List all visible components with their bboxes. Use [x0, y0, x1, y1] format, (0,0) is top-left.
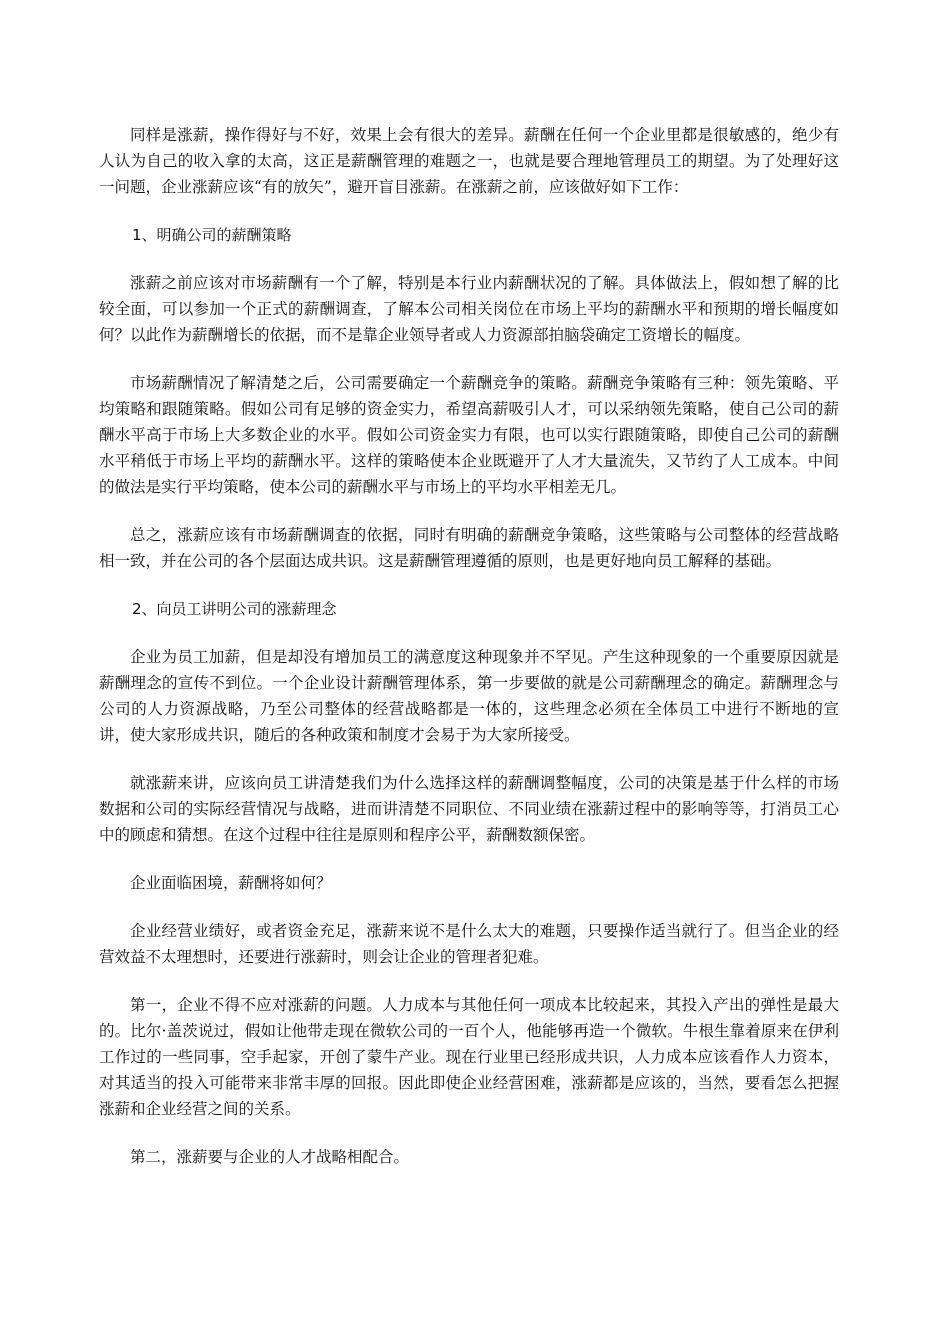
- document-page: [99, 122, 839, 1192]
- paragraph-summary: 总之，涨薪应该有市场薪酬调查的依据，同时有明确的薪酬竞争策略，这些策略与公司整体的经营战略相一致，并在公司的各个层面达成共识。这是薪酬管理遵循的原则，也是更好地向员工解释的基础。: [99, 526, 839, 570]
- paragraph-question: 企业面临困境，薪酬将如何？: [130, 874, 332, 892]
- paragraph-second-point: 第二，涨薪要与企业的人才战略相配合。: [130, 1148, 410, 1166]
- paragraph-market-survey: 涨薪之前应该对市场薪酬有一个了解，特别是本行业内薪酬状况的了解。具体做法上，假如想了解的比较全面，可以参加一个正式的薪酬调查，了解本公司相关岗位在市场上平均的薪酬水平和预期的增长幅度如何？以此作为薪酬增长的依据，而不是靠企业领导者或人力资源部拍脑袋确定工资增长的幅度。: [99, 274, 839, 344]
- paragraph-first-point: 第一，企业不得不应对涨薪的问题。人力成本与其他任何一项成本比较起来，其投入产出的弹性是最大的。比尔·盖茨说过，假如让他带走现在微软公司的一百个人，他能够再造一个微软。牛根生靠着原来在伊利工作过的一些同事，空手起家，开创了蒙牛产业。现在行业里已经形成共识，人力成本应该看作人力资本，对其适当的投入可能带来非常丰厚的回报。因此即使企业经营困难，涨薪都是应该的，当然，要看怎么把握涨薪和企业经营之间的关系。: [99, 996, 839, 1118]
- paragraph-intro: 同样是涨薪，操作得好与不好，效果上会有很大的差异。薪酬在任何一个企业里都是很敏感的，绝少有人认为自己的收入拿的太高，这正是薪酬管理的难题之一，也就是要合理地管理员工的期望。为了处理好这一问题，企业涨薪应该“有的放矢”，避开盲目涨薪。在涨薪之前，应该做好如下工作：: [99, 126, 839, 196]
- paragraph-competition-strategy: 市场薪酬情况了解清楚之后，公司需要确定一个薪酬竞争的策略。薪酬竞争策略有三种：领先策略、平均策略和跟随策略。假如公司有足够的资金实力，希望高薪吸引人才，可以采纳领先策略，使自己公司的薪酬水平高于市场上大多数企业的水平。假如公司资金实力有限，也可以实行跟随策略，即使自己公司的薪酬水平稍低于市场上平均的薪酬水平。这样的策略使本企业既避开了人才大量流失，又节约了人工成本。中间的做法是实行平均策略，使本公司的薪酬水平与市场上的平均水平相差无几。: [99, 374, 839, 496]
- paragraph-philosophy: 企业为员工加薪，但是却没有增加员工的满意度这种现象并不罕见。产生这种现象的一个重要原因就是薪酬理念的宣传不到位。一个企业设计薪酬管理体系，第一步要做的就是公司薪酬理念的确定。薪酬理念与公司的人力资源战略，乃至公司整体的经营战略都是一体的，这些理念必须在全体员工中进行不断地的宣讲，使大家形成共识，随后的各种政策和制度才会易于为大家所接受。: [99, 648, 839, 744]
- paragraph-communication: 就涨薪来讲，应该向员工讲清楚我们为什么选择这样的薪酬调整幅度，公司的决策是基于什么样的市场数据和公司的实际经营情况与战略，进而讲清楚不同职位、不同业绩在涨薪过程中的影响等等，打消员工心中的顾虑和猜想。在这个过程中往往是原则和程序公平，薪酬数额保密。: [99, 774, 839, 844]
- section-heading-1: 1、明确公司的薪酬策略: [132, 226, 292, 244]
- paragraph-difficulty: 企业经营业绩好，或者资金充足，涨薪来说不是什么太大的难题，只要操作适当就行了。但当企业的经营效益不太理想时，还要进行涨薪时，则会让企业的管理者犯难。: [99, 922, 839, 966]
- section-heading-2: 2、向员工讲明公司的涨薪理念: [132, 600, 337, 618]
